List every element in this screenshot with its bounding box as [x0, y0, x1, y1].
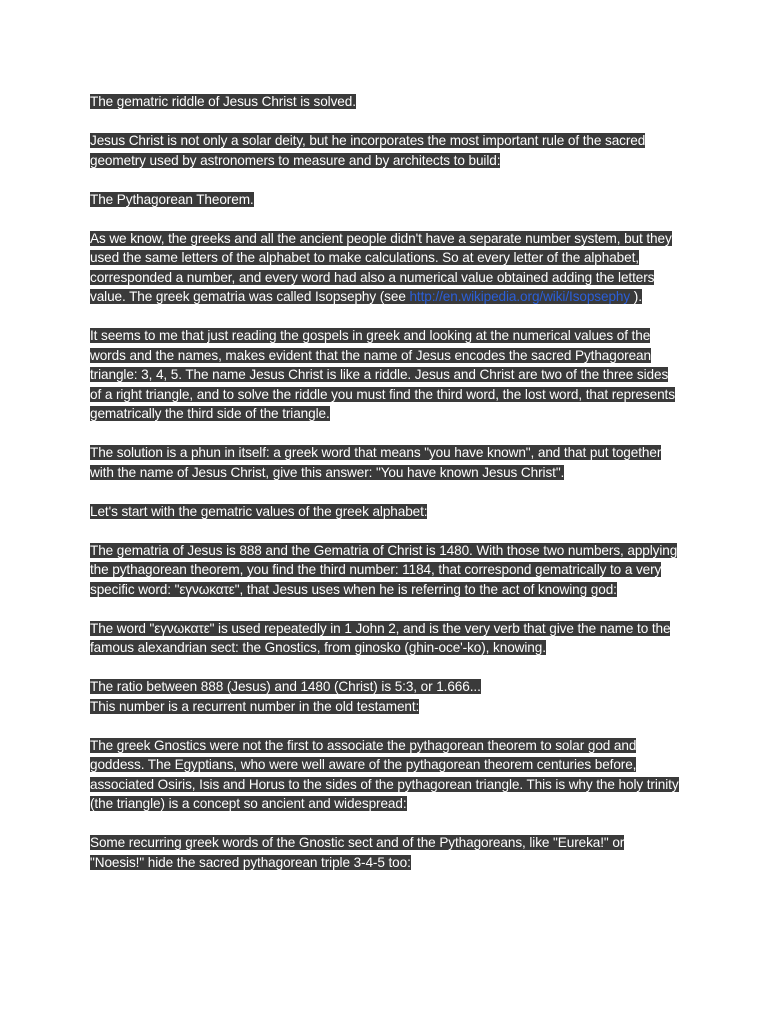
paragraph-egyptians: [90, 736, 680, 814]
paragraph-alphabet: [90, 502, 680, 522]
paragraph-riddle: [90, 326, 680, 424]
gematria-text: The gematria of Jesus is 888 and the Gematria of Christ is 1480. With those two numbers, applying the pythagorean theorem, you find the third number: 1184, that correspond gematrically to a very specific word: "εγνωκατε", that Jesus uses when he is referring to the act of knowing god:: [90, 542, 678, 597]
paragraph-solution: [90, 443, 680, 482]
paragraph-eureka: [90, 833, 680, 872]
paragraph-gematria: [90, 541, 680, 600]
paragraph-ratio: [90, 677, 680, 716]
title-text: The gematric riddle of Jesus Christ is solved.: [90, 94, 356, 109]
egyptians-text: The greek Gnostics were not the first to associate the pythagorean theorem to solar god and goddess. The Egyptians, who were well aware of the pythagorean theorem centuries before, associated Osiris, Isis and Horus to the sides of the pythagorean triangle. This is why the holy trinity (the triangle) is a concept so ancient and widespread:: [90, 737, 679, 811]
document-body: [90, 92, 680, 892]
riddle-text: It seems to me that just reading the gospels in greek and looking at the numerical values of the words and the names, makes evident that the name of Jesus encodes the sacred Pythagorean triangle: 3, 4, 5. The name Jesus Christ is like a riddle. Jesus and Christ are two of the three sides of a right triangle, and to solve the riddle you must find the third word, the lost word, that represents gematrically the third side of the triangle.: [90, 328, 675, 421]
eureka-text: Some recurring greek words of the Gnostic sect and of the Pythagoreans, like "Eureka!" or "Noesis!" hide the sacred pythagorean triple 3-4-5 too:: [90, 835, 625, 870]
isopsephy-link[interactable]: http://en.wikipedia.org/wiki/Isopsephy: [409, 289, 631, 304]
paragraph-gnostics: [90, 619, 680, 658]
paragraph-intro: [90, 131, 680, 170]
paragraph-theorem: [90, 190, 680, 210]
ratio-line-2: This number is a recurrent number in the old testament:: [90, 698, 420, 714]
solution-text: The solution is a phun in itself: a greek word that means "you have known", and that put together with the name of Jesus Christ, give this answer: "You have known Jesus Christ".: [90, 445, 662, 480]
intro-text: Jesus Christ is not only a solar deity, but he incorporates the most important rule of the sacred geometry used by astronomers to measure and by architects to build:: [90, 133, 646, 168]
isopsephy-tail: ).: [630, 289, 642, 304]
ratio-line-1: The ratio between 888 (Jesus) and 1480 (Christ) is 5:3, or 1.666...: [90, 679, 481, 694]
gnostics-text: The word "εγνωκατε" is used repeatedly in 1 John 2, and is the very verb that give the name to the famous alexandrian sect: the Gnostics, from ginosko (ghin-oce'-ko), knowing.: [90, 620, 671, 655]
paragraph-title: [90, 92, 680, 112]
paragraph-isopsephy: [90, 229, 680, 307]
theorem-text: The Pythagorean Theorem.: [90, 191, 254, 207]
alphabet-text: Let's start with the gematric values of the greek alphabet:: [90, 503, 428, 519]
isopsephy-body: As we know, the greeks and all the ancient people didn't have a separate number system, but they used the same letters of the alphabet to make calculations. So at every letter of the alphabet, corresponded a number, and every word had also a numerical value obtained adding the letters value. The greek gematria was called Isopsephy (see: [90, 230, 672, 304]
isopsephy-text: [90, 231, 672, 305]
